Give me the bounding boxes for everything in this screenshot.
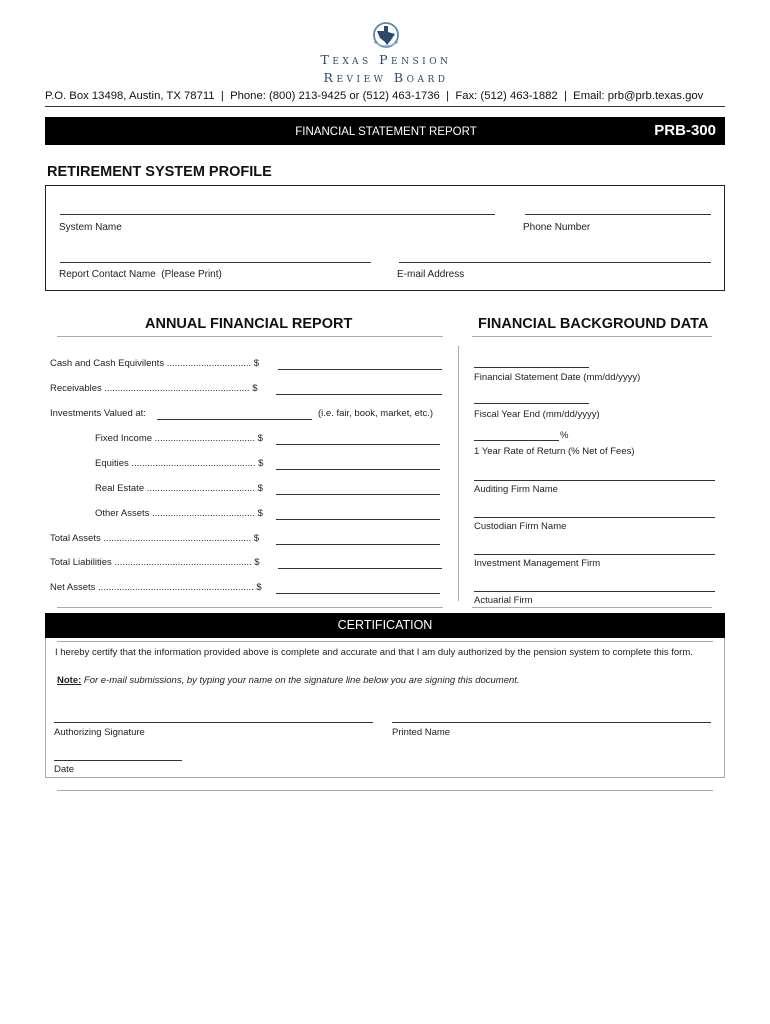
title-bar	[45, 117, 725, 145]
printed-name-input[interactable]	[392, 722, 711, 723]
profile-heading: RETIREMENT SYSTEM PROFILE	[47, 164, 272, 180]
certification-box	[45, 638, 725, 778]
contact-name-label: Report Contact Name (Please Print)	[59, 269, 222, 280]
other-assets-input[interactable]	[276, 519, 440, 520]
annual-bottom-rule	[57, 607, 443, 608]
statement-date-label: Financial Statement Date (mm/dd/yyyy)	[474, 372, 641, 383]
equities-input[interactable]	[276, 469, 440, 470]
cash-input[interactable]	[278, 369, 442, 370]
real-estate-label: Real Estate ......................................... $	[95, 483, 263, 494]
rate-of-return-label: 1 Year Rate of Return (% Net of Fees)	[474, 446, 635, 457]
column-divider	[458, 346, 459, 601]
investment-firm-input[interactable]	[474, 554, 715, 555]
actuarial-firm-input[interactable]	[474, 591, 715, 592]
background-heading-rule	[472, 336, 712, 337]
phone-number-line[interactable]	[525, 214, 711, 215]
form-code: PRB-300	[654, 122, 716, 139]
background-heading: FINANCIAL BACKGROUND DATA	[478, 316, 709, 332]
header-divider	[45, 106, 725, 107]
note-text: For e-mail submissions, by typing your name on the signature line below you are signing this document.	[81, 675, 520, 686]
system-name-line[interactable]	[60, 214, 495, 215]
auditing-firm-input[interactable]	[474, 480, 715, 481]
contact-line: P.O. Box 13498, Austin, TX 78711 | Phone: (800) 213-9425 or (512) 463-1736 | Fax: (512) 463-1882 | Email: prb@prb.texas.gov	[45, 90, 704, 102]
custodian-firm-input[interactable]	[474, 517, 715, 518]
certification-note	[57, 675, 520, 686]
signature-label: Authorizing Signature	[54, 727, 145, 738]
org-name-line1: Texas Pension	[320, 52, 452, 67]
total-liabilities-label: Total Liabilities .................................................... $	[50, 557, 260, 568]
investment-firm-label: Investment Management Firm	[474, 558, 601, 569]
form-title: FINANCIAL STATEMENT REPORT	[295, 126, 477, 138]
investments-basis-input[interactable]	[157, 419, 312, 420]
statement-date-input[interactable]	[474, 367, 589, 368]
annual-heading: ANNUAL FINANCIAL REPORT	[145, 316, 353, 332]
percent-sign: %	[560, 430, 569, 441]
investments-label: Investments Valued at:	[50, 408, 146, 419]
receivables-label: Receivables ....................................................... $	[50, 383, 258, 394]
total-assets-input[interactable]	[276, 544, 440, 545]
fixed-income-label: Fixed Income ...................................... $	[95, 433, 263, 444]
certification-title: CERTIFICATION	[337, 618, 433, 632]
printed-name-label: Printed Name	[392, 727, 451, 738]
equities-label: Equities ............................................... $	[95, 458, 264, 469]
date-input[interactable]	[54, 760, 182, 761]
certification-bar	[45, 613, 725, 638]
annual-heading-rule	[57, 336, 443, 337]
contact-name-line[interactable]	[60, 262, 371, 263]
fixed-income-input[interactable]	[276, 444, 440, 445]
rate-of-return-input[interactable]	[474, 440, 559, 441]
other-assets-label: Other Assets ....................................... $	[95, 508, 263, 519]
logo-emblem	[368, 20, 404, 52]
email-line[interactable]	[399, 262, 711, 263]
investments-hint: (i.e. fair, book, market, etc.)	[318, 408, 434, 419]
auditing-firm-label: Auditing Firm Name	[474, 484, 558, 495]
total-assets-label: Total Assets ........................................................ $	[50, 533, 260, 544]
date-label: Date	[54, 764, 75, 775]
note-label: Note:	[57, 675, 82, 686]
fiscal-year-end-input[interactable]	[474, 403, 589, 404]
real-estate-input[interactable]	[276, 494, 440, 495]
total-liabilities-input[interactable]	[278, 568, 442, 569]
phone-number-label: Phone Number	[523, 222, 591, 233]
cash-label: Cash and Cash Equivilents ................................ $	[50, 358, 260, 369]
fiscal-year-end-label: Fiscal Year End (mm/dd/yyyy)	[474, 409, 600, 420]
certification-statement: I hereby certify that the information provided above is complete and accurate and that I am duly authorized by the pension system to complete this form.	[55, 647, 693, 658]
signature-input[interactable]	[54, 722, 373, 723]
background-bottom-rule	[472, 607, 712, 608]
actuarial-firm-label: Actuarial Firm	[474, 595, 533, 606]
org-name-line2: Review Board	[323, 70, 449, 85]
net-assets-input[interactable]	[276, 593, 440, 594]
email-label: E-mail Address	[397, 269, 465, 280]
net-assets-label: Net Assets ........................................................... $	[50, 582, 262, 593]
receivables-input[interactable]	[276, 394, 442, 395]
custodian-firm-label: Custodian Firm Name	[474, 521, 567, 532]
system-name-label: System Name	[59, 222, 122, 233]
footer-rule	[57, 790, 713, 791]
